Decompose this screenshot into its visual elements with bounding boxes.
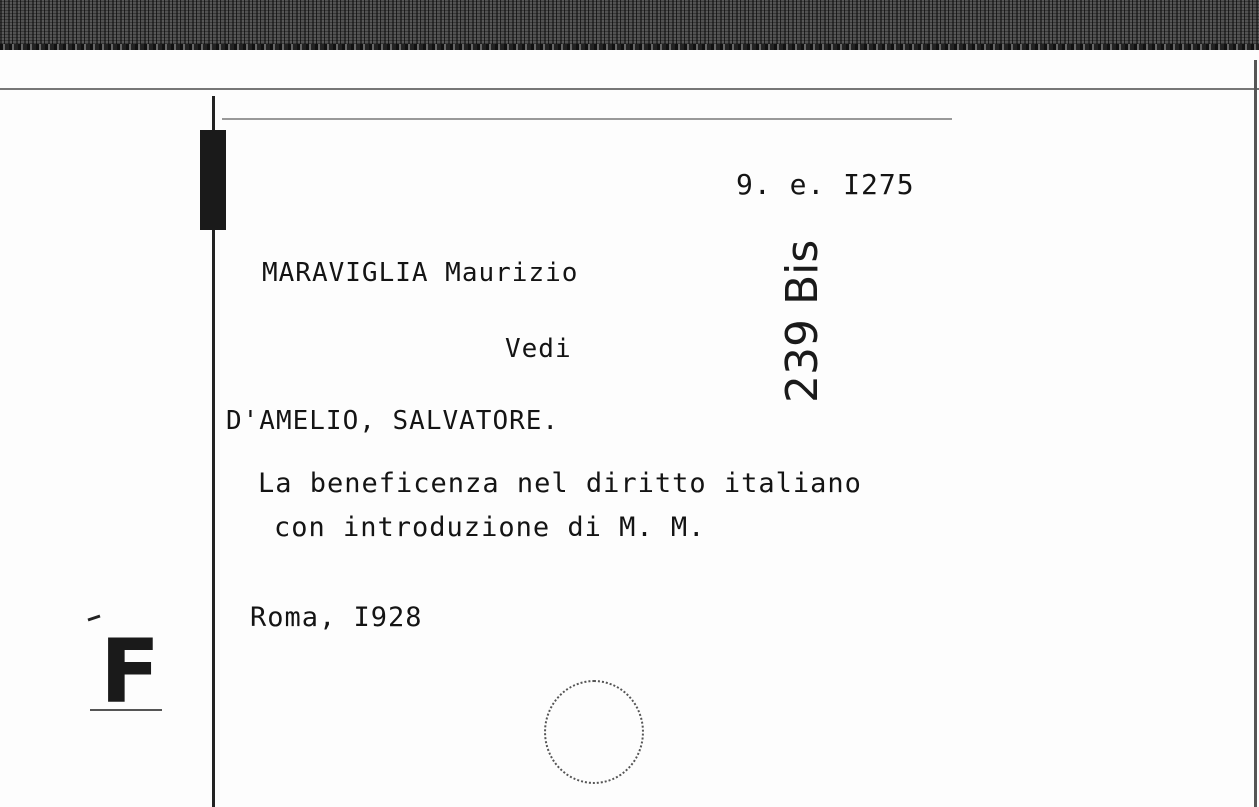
- handwritten-note: 239 Bis: [777, 239, 828, 403]
- imprint: Roma, I928: [250, 602, 423, 633]
- title-line-2: con introduzione di M. M.: [274, 512, 706, 543]
- card-rule-top: [0, 88, 1259, 90]
- punch-hole: [544, 680, 644, 784]
- stamp-f-mark: [86, 612, 166, 716]
- card-top-edge: [0, 44, 1259, 50]
- scan-noise-band: [0, 0, 1259, 50]
- card-rule-header: [222, 118, 952, 120]
- title-line-1: La beneficenza nel diritto italiano: [258, 468, 862, 499]
- card-tab-mark: [200, 130, 226, 230]
- card-right-edge: [1254, 60, 1257, 807]
- shelfmark: 9. e. I275: [736, 168, 915, 201]
- see-target: D'AMELIO, SALVATORE.: [226, 406, 560, 436]
- stamp-letter: F: [100, 620, 161, 716]
- author-entry: MARAVIGLIA Maurizio: [262, 258, 579, 288]
- see-label: Vedi: [505, 334, 572, 364]
